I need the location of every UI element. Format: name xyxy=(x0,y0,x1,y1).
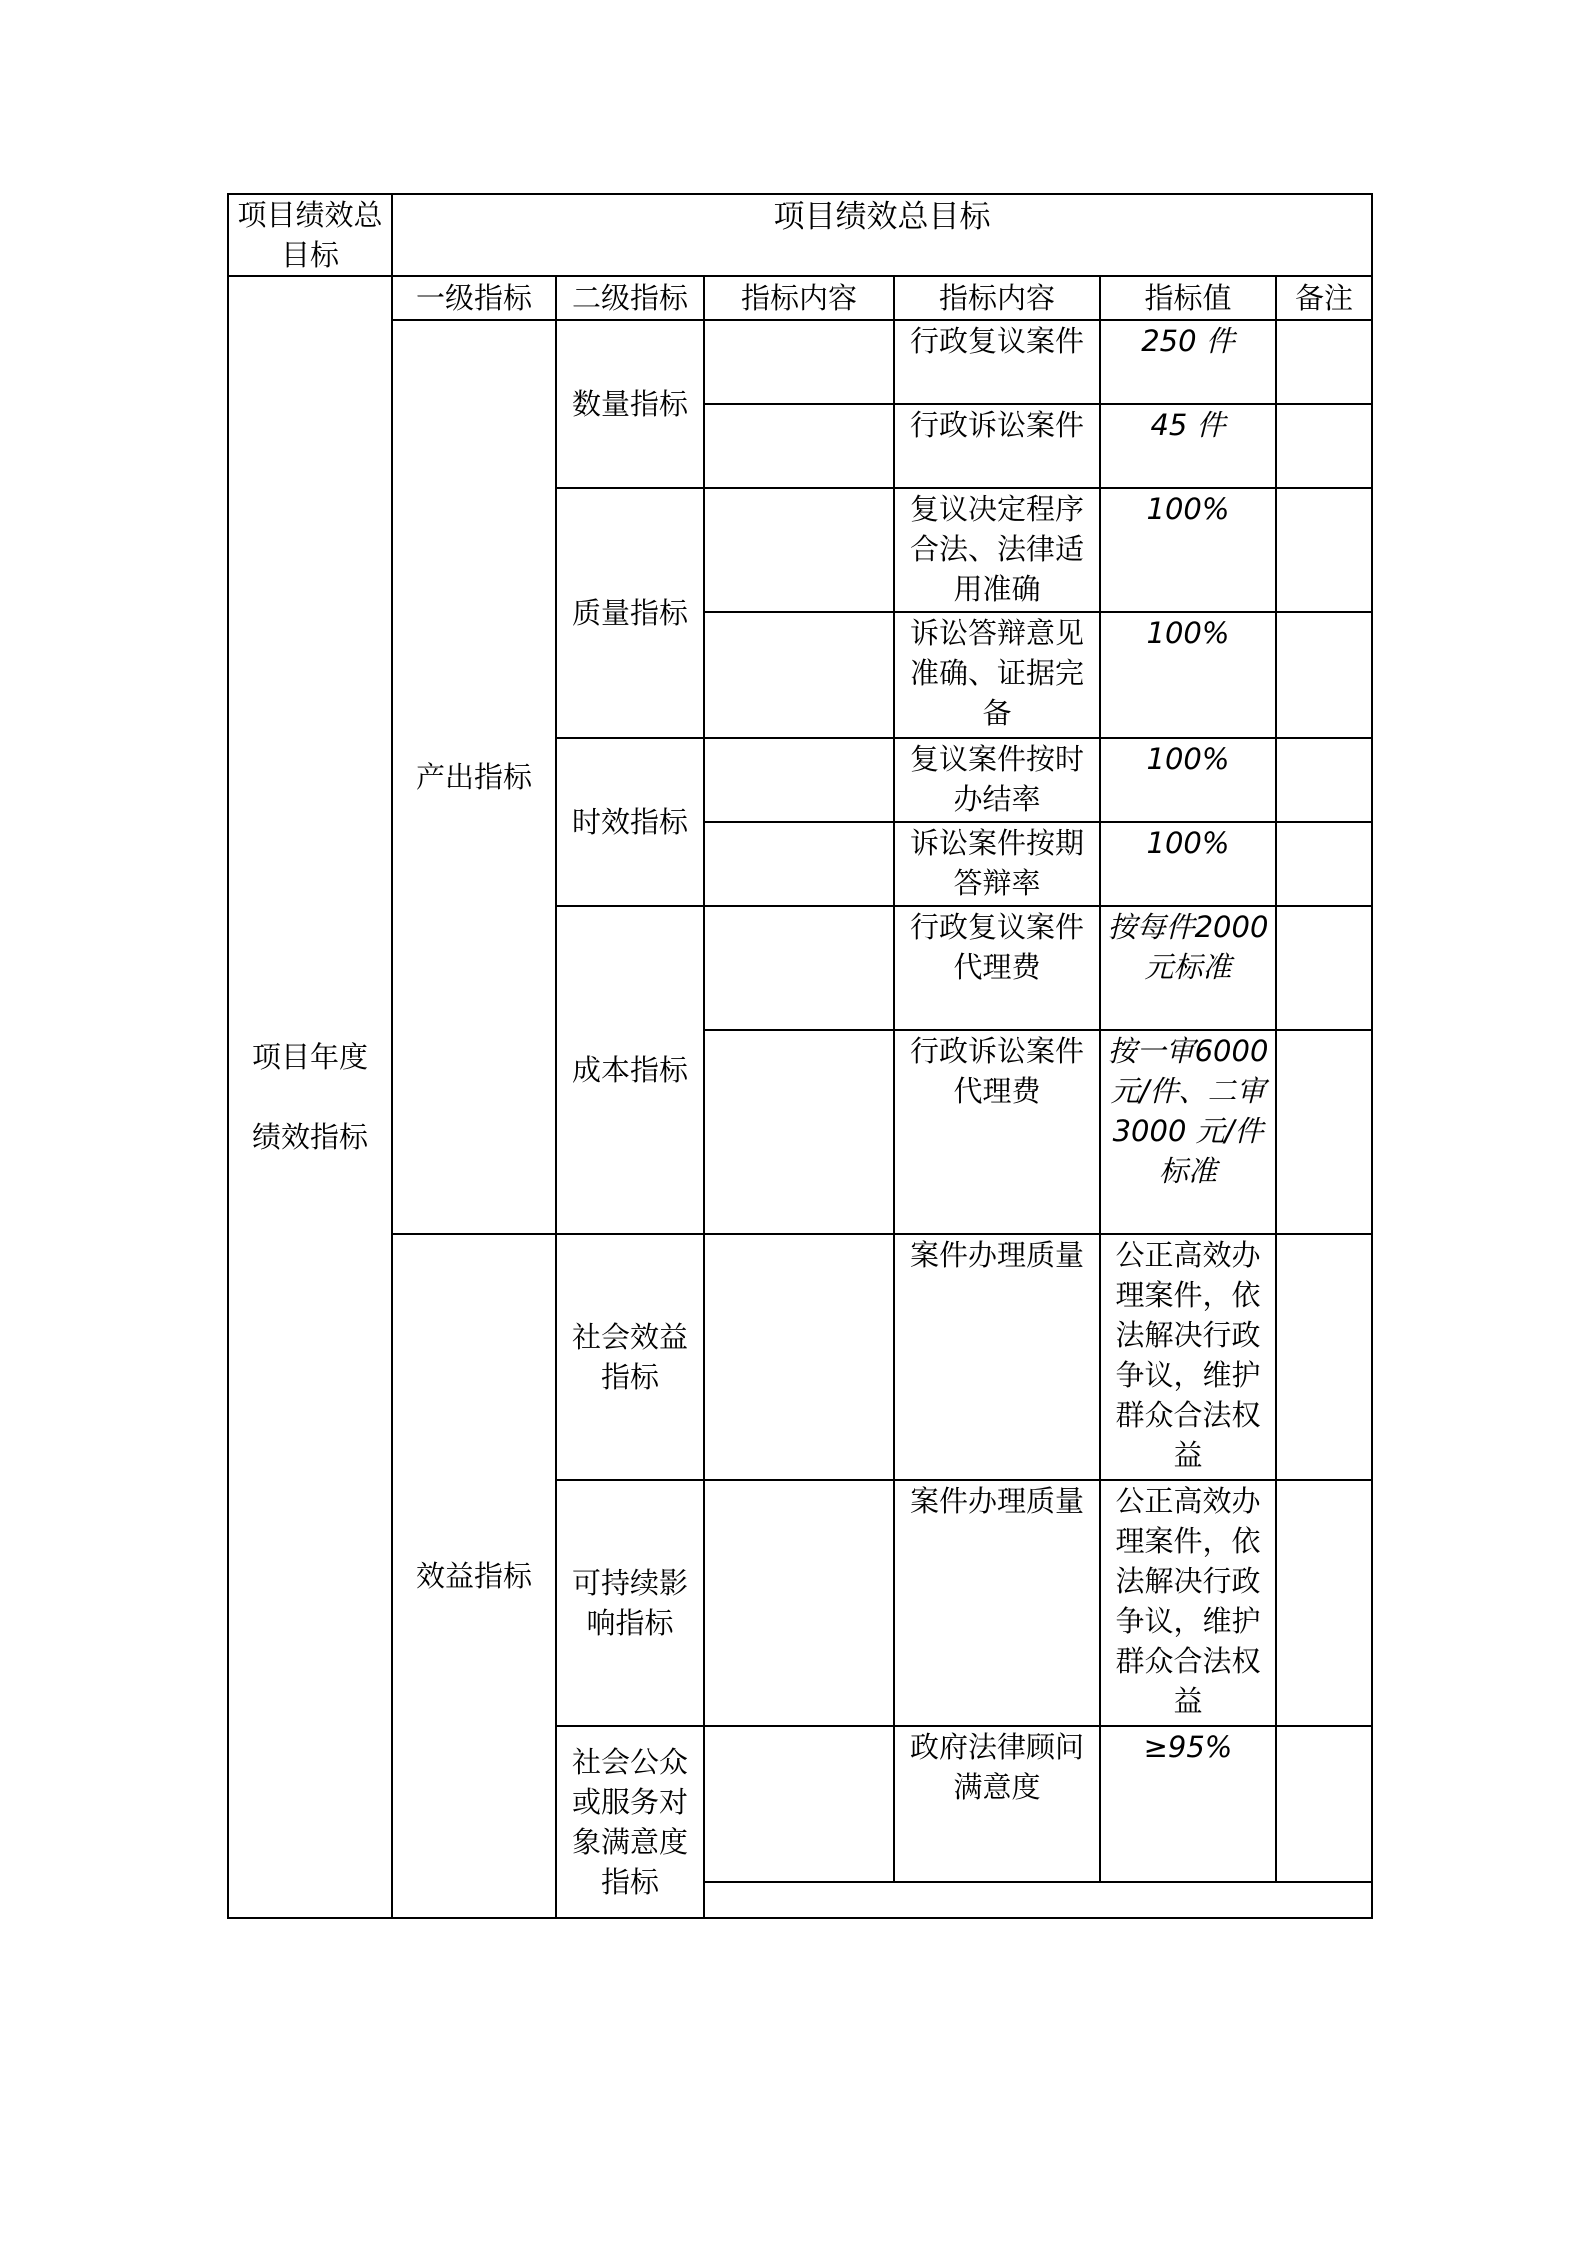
indicator-note xyxy=(1276,738,1372,822)
indicator-value: ≥95% xyxy=(1100,1726,1276,1882)
level2-social-benefit: 社会效益指标 xyxy=(556,1234,704,1480)
col-header-value: 指标值 xyxy=(1100,276,1276,320)
indicator-content: 案件办理质量 xyxy=(894,1480,1100,1726)
target-value-cell: 项目绩效总目标 xyxy=(392,194,1372,276)
indicator-note xyxy=(1276,1480,1372,1726)
col-header-level2: 二级指标 xyxy=(556,276,704,320)
indicator-note xyxy=(1276,612,1372,738)
col-header-level1: 一级指标 xyxy=(392,276,556,320)
table-cell-blank xyxy=(704,1030,894,1234)
indicator-value: 250 件 xyxy=(1100,320,1276,404)
indicator-note xyxy=(1276,1726,1372,1882)
table-cell-blank xyxy=(704,738,894,822)
indicator-content: 行政复议案件 xyxy=(894,320,1100,404)
indicator-content: 政府法律顾问满意度 xyxy=(894,1726,1100,1882)
level2-quantity: 数量指标 xyxy=(556,320,704,488)
indicator-content: 行政复议案件代理费 xyxy=(894,906,1100,1030)
table-cell-blank xyxy=(704,488,894,612)
indicator-note xyxy=(1276,906,1372,1030)
indicator-value: 100% xyxy=(1100,488,1276,612)
level2-timeliness: 时效指标 xyxy=(556,738,704,906)
indicator-note xyxy=(1276,404,1372,488)
indicator-content: 复议决定程序合法、法律适用准确 xyxy=(894,488,1100,612)
table-cell-blank xyxy=(704,404,894,488)
level1-output: 产出指标 xyxy=(392,320,556,1234)
indicator-note xyxy=(1276,320,1372,404)
indicator-value: 公正高效办理案件，依法解决行政争议，维护群众合法权益 xyxy=(1100,1480,1276,1726)
table-cell-blank xyxy=(704,906,894,1030)
table-cell-blank xyxy=(704,822,894,906)
table-cell-blank xyxy=(704,1726,894,1882)
annual-header-line1: 项目年度 xyxy=(251,1040,368,1074)
indicator-value: 100% xyxy=(1100,822,1276,906)
level2-quality: 质量指标 xyxy=(556,488,704,738)
indicator-value: 100% xyxy=(1100,738,1276,822)
indicator-content: 行政诉讼案件代理费 xyxy=(894,1030,1100,1234)
indicator-note xyxy=(1276,488,1372,612)
indicator-value: 按每件2000 元标准 xyxy=(1100,906,1276,1030)
indicator-content: 诉讼案件按期答辩率 xyxy=(894,822,1100,906)
table-cell-blank xyxy=(704,1234,894,1480)
indicator-note xyxy=(1276,1234,1372,1480)
level1-benefit: 效益指标 xyxy=(392,1234,556,1918)
table-cell-blank xyxy=(704,612,894,738)
level2-satisfaction: 社会公众或服务对象满意度指标 xyxy=(556,1726,704,1918)
indicator-value: 按一审6000 元/件、二审3000 元/件标准 xyxy=(1100,1030,1276,1234)
indicator-value: 100% xyxy=(1100,612,1276,738)
indicator-content: 行政诉讼案件 xyxy=(894,404,1100,488)
target-header-cell: 项目绩效总目标 xyxy=(228,194,392,276)
annual-header-cell xyxy=(228,276,392,1918)
col-header-content-b: 指标内容 xyxy=(894,276,1100,320)
annual-header-line2: 绩效指标 xyxy=(251,1120,368,1154)
table-cell-blank xyxy=(704,1480,894,1726)
table-cell-blank xyxy=(704,1882,1372,1918)
indicator-content: 复议案件按时办结率 xyxy=(894,738,1100,822)
indicator-content: 诉讼答辩意见准确、证据完备 xyxy=(894,612,1100,738)
level2-cost: 成本指标 xyxy=(556,906,704,1234)
level2-sustainable-impact: 可持续影响指标 xyxy=(556,1480,704,1726)
indicator-note xyxy=(1276,822,1372,906)
indicator-content: 案件办理质量 xyxy=(894,1234,1100,1480)
col-header-note: 备注 xyxy=(1276,276,1372,320)
indicator-note xyxy=(1276,1030,1372,1234)
col-header-content-a: 指标内容 xyxy=(704,276,894,320)
indicator-value: 公正高效办理案件，依法解决行政争议，维护群众合法权益 xyxy=(1100,1234,1276,1480)
performance-table xyxy=(227,193,1373,1919)
table-cell-blank xyxy=(704,320,894,404)
indicator-value: 45 件 xyxy=(1100,404,1276,488)
